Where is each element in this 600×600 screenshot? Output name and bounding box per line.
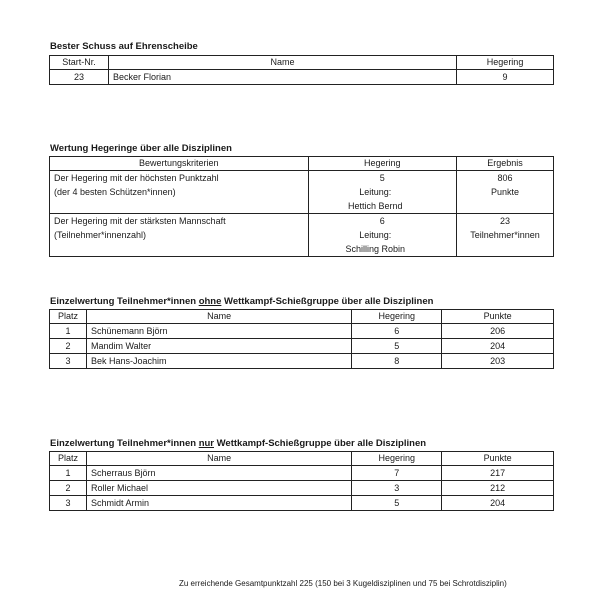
header-criteria: Bewertungskriterien (50, 157, 309, 171)
cell-name: Bek Hans-Joachim (86, 354, 351, 369)
table-row (50, 324, 554, 339)
cell-criterion (50, 171, 309, 214)
cell-name: Becker Florian (108, 70, 456, 85)
header-result: Ergebnis (457, 157, 554, 171)
title-emphasis: nur (198, 438, 214, 449)
cell-start-nr: 23 (50, 70, 109, 85)
header-punkte: Punkte (442, 310, 554, 324)
header-start-nr: Start-Nr. (50, 56, 109, 70)
header-name: Name (86, 452, 351, 466)
best-shot-table (49, 55, 554, 85)
cell-platz: 3 (50, 354, 87, 369)
table-row (50, 481, 554, 496)
table-header-row (50, 452, 554, 466)
cell-hegering: 5 (352, 339, 442, 354)
cell-punkte: 204 (442, 339, 554, 354)
leitung-label: Leitung: (359, 230, 392, 240)
title-suffix: Wettkampf-Schießgruppe über alle Disziplinen (221, 296, 434, 307)
cell-platz: 1 (50, 466, 87, 481)
table-row (50, 354, 554, 369)
header-name: Name (108, 56, 456, 70)
result-unit: Teilnehmer*innen (470, 230, 540, 240)
hegering-ranking-table (49, 156, 554, 257)
table-row (50, 214, 554, 257)
cell-punkte: 204 (442, 496, 554, 511)
hegering-ranking-title: Wertung Hegeringe über alle Disziplinen (50, 143, 232, 154)
cell-punkte: 206 (442, 324, 554, 339)
table-header-row (50, 56, 554, 70)
cell-hegering (308, 171, 457, 214)
criterion-line2: (der 4 besten Schützen*innen) (54, 187, 176, 197)
header-platz: Platz (50, 310, 87, 324)
table-header-row (50, 310, 554, 324)
cell-name: Schmidt Armin (86, 496, 351, 511)
cell-name: Scherraus Björn (86, 466, 351, 481)
criterion-line2: (Teilnehmer*innenzahl) (54, 230, 147, 240)
cell-hegering: 5 (352, 496, 442, 511)
cell-hegering: 9 (457, 70, 554, 85)
best-shot-title: Bester Schuss auf Ehrenscheibe (50, 41, 198, 52)
cell-hegering: 8 (352, 354, 442, 369)
leader-line (313, 228, 453, 256)
title-prefix: Einzelwertung Teilnehmer*innen (50, 296, 199, 307)
individual-only-group-table (49, 451, 554, 511)
cell-punkte: 203 (442, 354, 554, 369)
cell-hegering (308, 214, 457, 257)
cell-hegering: 3 (352, 481, 442, 496)
cell-punkte: 217 (442, 466, 554, 481)
table-header-row (50, 157, 554, 171)
cell-platz: 3 (50, 496, 87, 511)
cell-platz: 1 (50, 324, 87, 339)
cell-result (457, 214, 554, 257)
result-unit: Punkte (491, 187, 520, 197)
title-prefix: Einzelwertung Teilnehmer*innen (50, 438, 199, 449)
table-row (50, 339, 554, 354)
leader-name: Hettich Bernd (348, 201, 403, 211)
individual-without-group-title (50, 296, 433, 307)
table-row (50, 171, 554, 214)
individual-without-group-table (49, 309, 554, 369)
header-hegering: Hegering (457, 56, 554, 70)
header-hegering: Hegering (352, 452, 442, 466)
cell-criterion (50, 214, 309, 257)
cell-platz: 2 (50, 339, 87, 354)
footer-note: Zu erreichende Gesamtpunktzahl 225 (150 bei 3 Kugeldisziplinen und 75 bei Schrotdisziplin) (179, 579, 507, 588)
result-value: 806 (497, 173, 513, 183)
title-emphasis: ohne (198, 296, 222, 307)
table-row (50, 496, 554, 511)
leader-line (313, 185, 453, 213)
individual-only-group-title (50, 438, 426, 449)
cell-hegering: 6 (352, 324, 442, 339)
header-name: Name (86, 310, 351, 324)
header-hegering: Hegering (308, 157, 457, 171)
criterion-line1: Der Hegering mit der stärksten Mannschaft (54, 216, 226, 226)
hegering-number: 6 (379, 216, 385, 226)
cell-punkte: 212 (442, 481, 554, 496)
leitung-label: Leitung: (359, 187, 392, 197)
header-punkte: Punkte (442, 452, 554, 466)
table-row (50, 70, 554, 85)
header-hegering: Hegering (352, 310, 442, 324)
leader-name: Schilling Robin (345, 244, 406, 254)
title-suffix: Wettkampf-Schießgruppe über alle Disziplinen (214, 438, 427, 449)
table-row (50, 466, 554, 481)
hegering-number: 5 (379, 173, 385, 183)
cell-hegering: 7 (352, 466, 442, 481)
cell-name: Roller Michael (86, 481, 351, 496)
cell-result (457, 171, 554, 214)
cell-platz: 2 (50, 481, 87, 496)
criterion-line1: Der Hegering mit der höchsten Punktzahl (54, 173, 219, 183)
header-platz: Platz (50, 452, 87, 466)
cell-name: Mandim Walter (86, 339, 351, 354)
result-value: 23 (500, 216, 511, 226)
cell-name: Schünemann Björn (86, 324, 351, 339)
